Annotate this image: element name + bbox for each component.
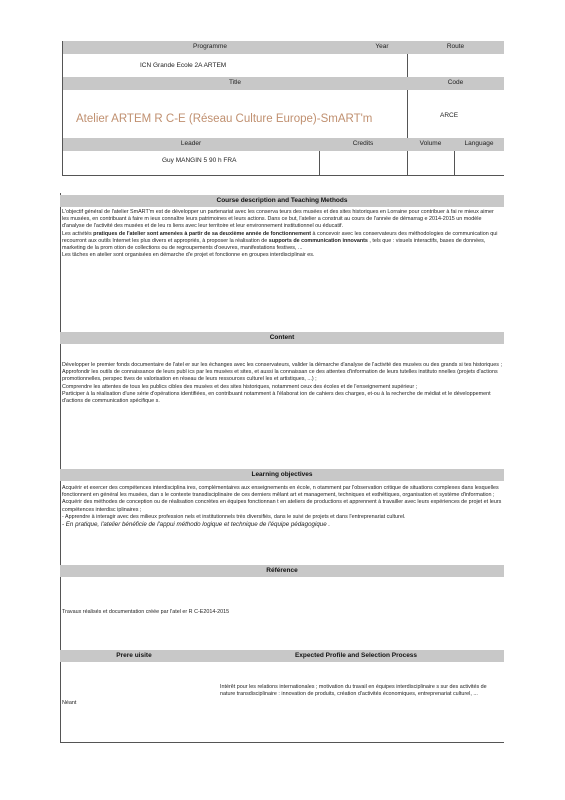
- course-p2-emphasis: pratiques de l'atelier sont amenées à partir de sa deuxième année de fonctionnement: [93, 230, 312, 237]
- header-code-divider: [407, 90, 408, 138]
- content-paragraph-4: Participer à la réalisation d'une série d'opérations identifiées, en contribuant notamment à l'élaborat ion de cahiers des charges, et-ou à la recherche de médiat et le développement d'actions de communication spécifique s.: [62, 390, 491, 405]
- volume-header: Volume: [407, 138, 454, 151]
- header-left-border: [62, 41, 63, 176]
- expected-profile-text: Intérêt pour les relations internationales ; motivation du travail en équipes interdisciplinaire s sur des activités de nature transdisciplinaire : innovation de produits, création d'activités économiques, entreprenariat culturel, ...: [220, 684, 487, 698]
- header-year-divider: [407, 54, 408, 77]
- course-title: Atelier ARTEM R C-E (Réseau Culture Europe)-SmART'm: [76, 113, 373, 125]
- learning-objectives-header: Learning objectives: [60, 469, 504, 481]
- credits-header: Credits: [319, 138, 407, 151]
- prerequisite-header: Prere uisite: [60, 650, 208, 662]
- course-paragraph-3: Les tâches en atelier sont organisées en démarche d'e projet et fonctionne en groupes interdisciplinair es.: [62, 252, 315, 259]
- route-header: Route: [407, 41, 504, 54]
- content-paragraph-2: Approfondir les outils de connaissance de leurs publ ics par les musées et sites, et aussi la connaissan ce des attentes d'information de leurs tutelles instituto nnelles (projets d'actions promotionnelles, perspec tives de valorisation en réseau de leurs ressources culturel les et artistiques, ...) ;: [62, 369, 498, 383]
- course-p2-supports: supports de communication innovants: [268, 237, 368, 244]
- expected-profile-header: Expected Profile and Selection Process: [208, 650, 504, 662]
- course-description-body: [62, 209, 502, 259]
- course-p2-end: , tels que : visuels interactifs, bases de données, marketing de la prom otion de collections ou de regroupements d'oeuvres, manifestations festives, ...: [62, 237, 486, 252]
- programme-header: Programme: [63, 41, 357, 54]
- learning-objectives-body: [62, 485, 502, 528]
- course-paragraph-2: [62, 231, 502, 253]
- content-paragraph-1: Développer le premier fonds documentaire de l'atel er sur les échanges avec les conservateurs, valider la démarche d'analyse de l'activité des musées ou des grands si tes historiques ;: [62, 362, 502, 368]
- content-header: Content: [60, 332, 504, 344]
- header-language-divider: [454, 151, 455, 176]
- course-paragraph-1: L'objectif général de l'atelier SmART'm est de développer un partenariat avec les conserva teurs des musées et des sites historiques en Lorraine pour contribuer à fai re mieux aimer les musées, en contribuant à faire m ieux connaître leurs patrimoines et leurs actions. Dans ce but, l'atelier a construit au cours de l'année de démarrag e 2014-2015 un modèle d'analyse de l'activité des musées et de leu rs liens avec leur territoire et leur environnement institutionnel ou éducatif.: [62, 209, 494, 230]
- programme-value: ICN Grande Ecole 2A ARTEM: [140, 62, 227, 69]
- course-p2-middle: à concevoir avec les conservateurs des méthodologies de communication qui recourront aux outils Internet les plus divers et appropriés, à proposer la réalisation de: [62, 230, 498, 244]
- language-header: Language: [454, 138, 504, 151]
- learning-paragraph-1: Acquérir et exercer des compétences interdisciplina ires, complémentaires aux enseignements en école, n otamment par l'observation critique de situations complexes dans lesquelles fonctionnent en général les musées, dan s le contexte transdisciplinaire de ces derniers mêlant art et management, techniques et esthétiques, organisation et système d'information ; Acquérir des méthodes de conception ou de réalisation concrètes en équipes fonctionnan t en ateliers de productions et apprennent à travailler avec leurs expériences de projet et leurs compétences interdisc iplinaires ;: [62, 485, 502, 513]
- reference-text: Travaux réalisés et documentation créée par l'atel er R C-E2014-2015: [62, 609, 230, 615]
- course-p2-start: Les activités: [62, 230, 94, 237]
- learning-paragraph-2: - Apprendre à interagir avec des milieux profession nels et institutionnels très diversifiés, dans le suivi de projets et dans l'entreprenariat culturel.: [62, 513, 406, 520]
- learning-paragraph-3: - En pratique, l'atelier bénéficie de l'appui méthodo logique et technique de l'équipe pédagogique .: [62, 521, 331, 529]
- leader-value: Guy MANGIN 5 90 h FRA: [162, 157, 237, 164]
- leader-header: Leader: [63, 138, 319, 151]
- content-paragraph-3: Comprendre les attentes de tous les publics cibles des musées et des sites historiques, notamment ceux des écoles et de l'enseignement supérieur ;: [62, 383, 418, 390]
- reference-header: Référence: [60, 565, 504, 577]
- course-code: ARCE: [440, 112, 459, 119]
- prerequisite-value: Néant: [62, 700, 77, 706]
- course-description-header: Course description and Teaching Methods: [60, 195, 504, 207]
- header-volume-divider: [407, 151, 408, 176]
- year-header: Year: [357, 41, 407, 54]
- content-body: [62, 362, 502, 405]
- header-bottom-border: [62, 175, 504, 176]
- header-credits-divider: [319, 151, 320, 176]
- code-header: Code: [407, 77, 504, 90]
- body-bottom-border: [60, 742, 504, 743]
- title-header: Title: [63, 77, 407, 90]
